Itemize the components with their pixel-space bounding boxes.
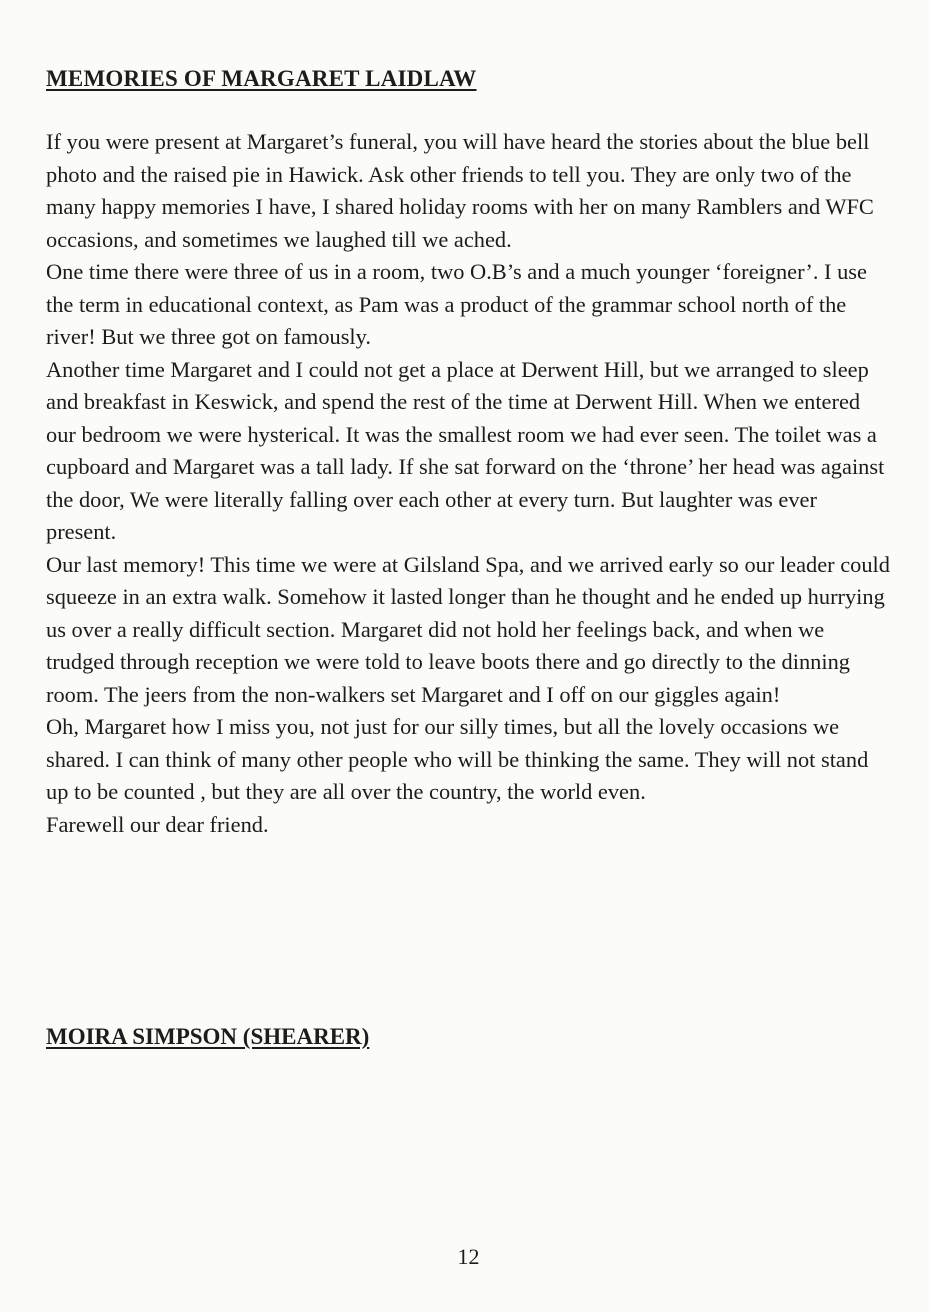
article-body [46, 126, 891, 841]
paragraph-farewell: Farewell our dear friend. [46, 811, 269, 837]
paragraph-funeral-stories: If you were present at Margaret’s funeral, you will have heard the stories about the blue bell photo and the raised pie in Hawick. Ask other friends to tell you. They are only two of the many happy memories I have, I shared holiday rooms with her on many Ramblers and WFC occasions, and sometimes we laughed till we ached. [46, 129, 874, 252]
article-title: MEMORIES OF MARGARET LAIDLAW [46, 66, 477, 91]
paragraph-miss-you: Oh, Margaret how I miss you, not just for our silly times, but all the lovely occasions we shared. I can think of many other people who will be thinking the same. They will not stand up to be counted , but they are all over the country, the world even. [46, 714, 869, 804]
author-signature: MOIRA SIMPSON (SHEARER) [46, 1024, 370, 1049]
page-number: 12 [457, 1244, 480, 1269]
paragraph-three-in-room: One time there were three of us in a room, two O.B’s and a much younger ‘foreigner’. I use the term in educational context, as Pam was a product of the grammar school north of the river! But we three got on famously. [46, 259, 867, 349]
paragraph-gilsland-spa: Our last memory! This time we were at Gilsland Spa, and we arrived early so our leader could squeeze in an extra walk. Somehow it lasted longer than he thought and he ended up hurrying us over a really difficult section. Margaret did not hold her feelings back, and when we trudged through reception we were told to leave boots there and go directly to the dinning room. The jeers from the non-walkers set Margaret and I off on our giggles again! [46, 551, 890, 707]
paragraph-derwent-hill: Another time Margaret and I could not get a place at Derwent Hill, but we arranged to sleep and breakfast in Keswick, and spend the rest of the time at Derwent Hill. When we entered our bedroom we were hysterical. It was the smallest room we had ever seen. The toilet was a cupboard and Margaret was a tall lady. If she sat forward on the ‘throne’ her head was against the door, We were literally falling over each other at every turn. But laughter was ever present. [46, 356, 885, 544]
